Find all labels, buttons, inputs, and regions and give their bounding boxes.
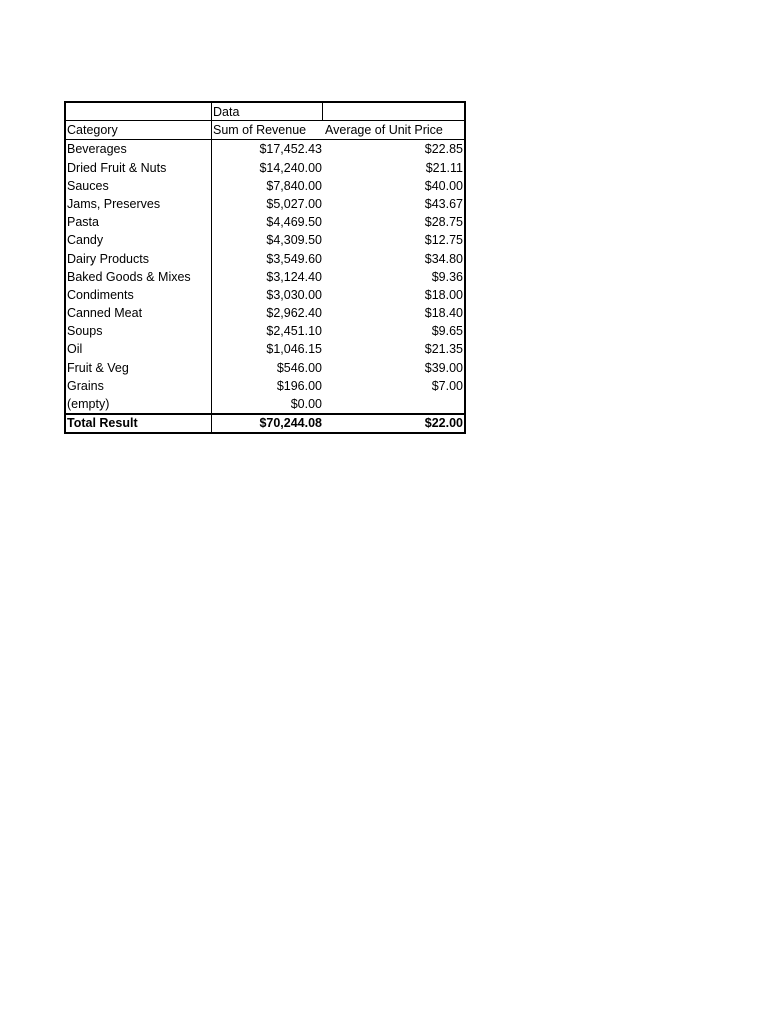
revenue-cell: $3,030.00 — [266, 287, 322, 302]
empty-corner-cell — [66, 103, 212, 121]
avg-price-cell: $21.11 — [425, 160, 463, 175]
category-cell: Baked Goods & Mixes — [66, 268, 212, 286]
revenue-cell: $4,469.50 — [266, 215, 322, 230]
category-cell: Oil — [66, 340, 212, 358]
avg-price-cell: $18.40 — [424, 306, 463, 321]
category-cell: Sauces — [66, 177, 212, 195]
revenue-cell: $196.00 — [276, 378, 322, 393]
category-cell: Grains — [66, 377, 212, 395]
revenue-cell: $2,962.40 — [266, 306, 322, 321]
revenue-cell: $7,840.00 — [266, 178, 322, 193]
table-row — [66, 377, 464, 395]
avg-price-cell: $7.00 — [431, 378, 463, 393]
revenue-cell: $3,549.60 — [266, 251, 322, 266]
table-row — [66, 340, 464, 358]
total-row — [66, 413, 464, 432]
revenue-cell: $5,027.00 — [266, 196, 322, 211]
table-row — [66, 213, 464, 231]
avg-price-cell: $12.75 — [424, 233, 463, 248]
table-row — [66, 140, 464, 158]
table-row — [66, 395, 464, 413]
revenue-cell: $3,124.40 — [266, 269, 322, 284]
avg-price-cell: $9.36 — [431, 269, 463, 284]
avg-price-cell: $18.00 — [424, 287, 463, 302]
avg-price-cell — [323, 395, 464, 413]
table-row — [66, 195, 464, 213]
category-cell: (empty) — [66, 395, 212, 413]
category-cell: Jams, Preserves — [66, 195, 212, 213]
category-cell: Soups — [66, 322, 212, 340]
avg-price-header: Average of Unit Price — [325, 123, 443, 138]
table-row — [66, 304, 464, 322]
table-row — [66, 359, 464, 377]
table-row — [66, 231, 464, 249]
table-row — [66, 177, 464, 195]
avg-price-cell: $43.67 — [424, 196, 463, 211]
table-row — [66, 268, 464, 286]
total-avg-price: $22.00 — [424, 416, 463, 431]
avg-price-cell: $39.00 — [424, 360, 463, 375]
avg-price-cell: $34.80 — [424, 251, 463, 266]
revenue-cell: $2,451.10 — [266, 324, 322, 339]
category-cell: Pasta — [66, 213, 212, 231]
pivot-table — [64, 101, 466, 434]
avg-price-cell: $40.00 — [424, 178, 463, 193]
total-label: Total Result — [66, 415, 212, 432]
table-row — [66, 322, 464, 340]
pivot-data-header-row — [66, 103, 464, 121]
category-cell: Dairy Products — [66, 250, 212, 268]
total-revenue: $70,244.08 — [259, 416, 322, 431]
empty-header-cell — [323, 103, 464, 121]
revenue-cell: $1,046.15 — [266, 342, 322, 357]
avg-price-cell: $21.35 — [424, 342, 463, 357]
revenue-cell: $4,309.50 — [266, 233, 322, 248]
category-cell: Beverages — [66, 140, 212, 158]
table-row — [66, 159, 464, 177]
category-cell: Condiments — [66, 286, 212, 304]
avg-price-cell: $22.85 — [424, 142, 463, 157]
category-header: Category — [66, 121, 212, 139]
category-cell: Dried Fruit & Nuts — [66, 159, 212, 177]
avg-price-cell: $28.75 — [424, 215, 463, 230]
pivot-body — [66, 140, 464, 413]
category-cell: Candy — [66, 231, 212, 249]
category-cell: Canned Meat — [66, 304, 212, 322]
revenue-cell: $17,452.43 — [259, 142, 322, 157]
table-row — [66, 286, 464, 304]
data-label-cell: Data — [212, 103, 323, 121]
category-cell: Fruit & Veg — [66, 359, 212, 377]
avg-price-cell: $9.65 — [431, 324, 463, 339]
column-header-row — [66, 121, 464, 140]
table-row — [66, 250, 464, 268]
revenue-cell: $0.00 — [290, 397, 322, 411]
revenue-header: Sum of Revenue — [213, 123, 307, 138]
revenue-cell: $14,240.00 — [259, 160, 322, 175]
revenue-cell: $546.00 — [276, 360, 322, 375]
